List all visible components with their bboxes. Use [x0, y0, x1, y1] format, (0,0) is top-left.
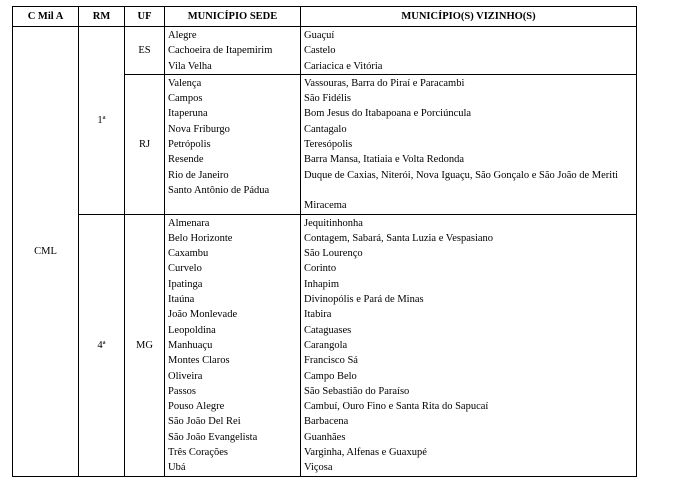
header-uf: UF	[125, 7, 165, 27]
vizinhos-list-mg	[301, 214, 637, 476]
vizinho-item: Vassouras, Barra do Piraí e Paracambi	[304, 77, 465, 89]
sede-item: Leopoldina	[168, 324, 216, 336]
sede-item: Itaúna	[168, 294, 195, 306]
sede-item: Montes Claros	[168, 355, 230, 367]
sede-item: Pouso Alegre	[168, 401, 225, 413]
sede-item: Santo Antônio de Pádua	[168, 184, 270, 196]
sede-item: Belo Horizonte	[168, 232, 233, 244]
sede-item: Petrópolis	[168, 139, 211, 151]
sede-item: Resende	[168, 154, 204, 166]
vizinho-item: Cariacica e Vitória	[304, 60, 383, 72]
table-row-mg	[13, 214, 637, 476]
sede-item: Oliveira	[168, 370, 203, 382]
vizinhos-list-es	[301, 27, 637, 75]
header-rm: RM	[79, 7, 125, 27]
vizinho-item: Carangola	[304, 339, 348, 351]
vizinho-item: Varginha, Alfenas e Guaxupé	[304, 447, 427, 459]
header-municipio-sede: MUNICÍPIO SEDE	[165, 7, 301, 27]
cmil-cell: CML	[13, 27, 79, 477]
vizinho-item: Guanhães	[304, 431, 346, 443]
sede-item: Campos	[168, 93, 203, 105]
vizinho-item: Contagem, Sabará, Santa Luzia e Vespasiano	[304, 232, 494, 244]
sede-item: Itaperuna	[168, 108, 208, 120]
vizinhos-list-rj	[301, 74, 637, 214]
vizinho-item: Duque de Caxias, Niterói, Nova Iguaçu, São Gonçalo e São João de Meriti	[304, 169, 619, 181]
vizinho-item: Corinto	[304, 263, 337, 275]
vizinho-item: Barra Mansa, Itatiaia e Volta Redonda	[304, 154, 464, 166]
vizinho-item: Jequitinhonha	[304, 217, 363, 229]
uf-cell-mg: MG	[125, 214, 165, 476]
vizinho-item: São Lourenço	[304, 248, 363, 260]
sede-item: São João Evangelista	[168, 431, 258, 443]
sede-list-rj	[165, 74, 301, 214]
vizinho-item: Cantagalo	[304, 123, 347, 135]
vizinho-item: Guaçuí	[304, 30, 335, 41]
sede-list-es	[165, 27, 301, 75]
sede-item: Rio de Janeiro	[168, 169, 229, 181]
sede-item: Ipatinga	[168, 278, 203, 290]
vizinho-item: Teresópolis	[304, 139, 353, 151]
vizinho-item: Miracema	[304, 200, 347, 212]
sede-item: João Monlevade	[168, 309, 238, 321]
sede-item: Nova Friburgo	[168, 123, 230, 135]
municipality-table	[12, 6, 637, 477]
vizinho-item: Campo Belo	[304, 370, 357, 382]
header-municipios-vizinhos: MUNICÍPIO(S) VIZINHO(S)	[301, 7, 637, 27]
vizinho-item: São Sebastião do Paraíso	[304, 385, 410, 397]
sede-item: Curvelo	[168, 263, 202, 275]
sede-item: Vila Velha	[168, 60, 212, 72]
rm-cell-1: 1ª	[79, 27, 125, 215]
header-cmil: C Mil A	[13, 7, 79, 27]
vizinho-item: Cambuí, Ouro Fino e Santa Rita do Sapucaí	[304, 401, 489, 413]
municipality-table-container	[12, 6, 636, 477]
vizinho-item: Castelo	[304, 45, 336, 57]
rm-cell-4: 4ª	[79, 214, 125, 476]
vizinho-item: Cataguases	[304, 324, 352, 336]
sede-item: São João Del Rei	[168, 416, 241, 428]
sede-item: Três Corações	[168, 447, 228, 459]
uf-cell-rj: RJ	[125, 74, 165, 214]
vizinho-item: Inhapim	[304, 278, 339, 290]
vizinho-item: Itabira	[304, 309, 332, 321]
sede-item: Cachoeira de Itapemirim	[168, 45, 273, 57]
sede-item: Passos	[168, 385, 197, 397]
sede-item: Valença	[168, 77, 202, 89]
vizinho-item: Viçosa	[304, 462, 333, 474]
vizinho-item: Bom Jesus do Itabapoana e Porciúncula	[304, 108, 472, 120]
sede-item: Alegre	[168, 30, 197, 41]
sede-item: Caxambu	[168, 248, 209, 260]
header-row	[13, 7, 637, 27]
sede-item: Almenara	[168, 217, 210, 229]
sede-item: Ubá	[168, 462, 186, 474]
vizinho-item: São Fidélis	[304, 93, 351, 105]
vizinho-item: Divinopólis e Pará de Minas	[304, 294, 424, 306]
vizinho-item: Francisco Sá	[304, 355, 358, 367]
table-row-es	[13, 27, 637, 75]
uf-cell-es: ES	[125, 27, 165, 75]
sede-item: Manhuaçu	[168, 339, 213, 351]
vizinho-item: Barbacena	[304, 416, 349, 428]
sede-list-mg	[165, 214, 301, 476]
